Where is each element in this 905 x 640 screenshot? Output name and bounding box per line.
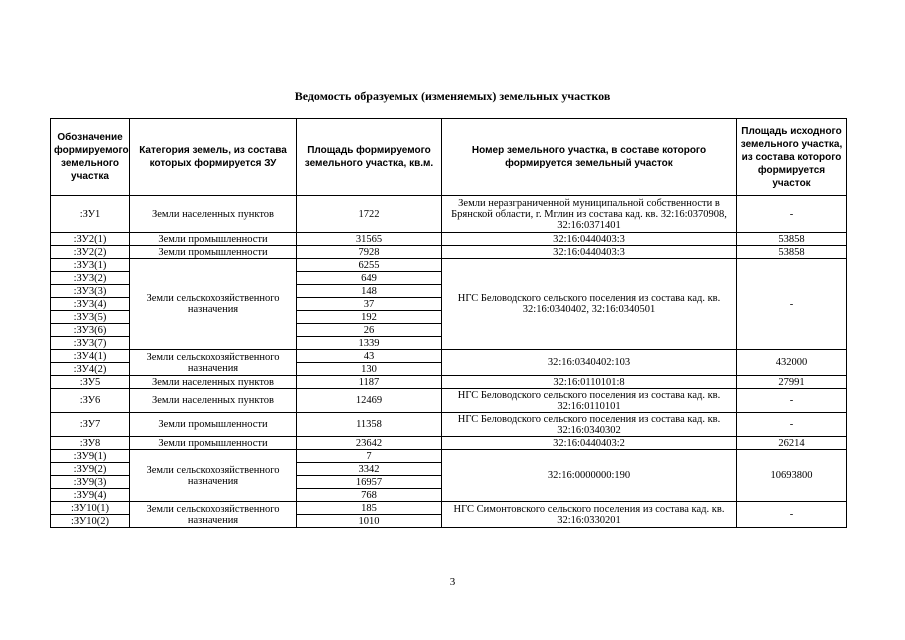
- cell-area: 3342: [297, 463, 442, 476]
- table-row: [51, 389, 847, 413]
- table-header-row: [51, 119, 847, 196]
- cell-category: Земли сельскохозяйственного назначения: [130, 502, 297, 528]
- cell-parent-plot: 32:16:0340402:103: [442, 350, 737, 376]
- table-row: [51, 502, 847, 515]
- cell-plot-id: :ЗУ3(1): [51, 259, 130, 272]
- cell-area: 26: [297, 324, 442, 337]
- cell-area: 185: [297, 502, 442, 515]
- cell-area: 192: [297, 311, 442, 324]
- cell-category: Земли сельскохозяйственного назначения: [130, 259, 297, 350]
- cell-parent-area: 53858: [737, 246, 847, 259]
- cell-category: Земли промышленности: [130, 437, 297, 450]
- cell-parent-area: -: [737, 413, 847, 437]
- cell-parent-area: -: [737, 502, 847, 528]
- header-parent-plot-number: Номер земельного участка, в составе которого формируется земельный участок: [442, 119, 737, 196]
- cell-plot-id: :ЗУ7: [51, 413, 130, 437]
- cell-plot-id: :ЗУ6: [51, 389, 130, 413]
- cell-parent-plot: НГС Симонтовского сельского поселения из состава кад. кв. 32:16:0330201: [442, 502, 737, 528]
- cell-category: Земли промышленности: [130, 233, 297, 246]
- table-row: [51, 376, 847, 389]
- cell-area: 7: [297, 450, 442, 463]
- cell-plot-id: :ЗУ2(1): [51, 233, 130, 246]
- table-row: [51, 246, 847, 259]
- cell-plot-id: :ЗУ4(2): [51, 363, 130, 376]
- header-plot-area: Площадь формируемого земельного участка, кв.м.: [297, 119, 442, 196]
- cell-area: 16957: [297, 476, 442, 489]
- header-land-category: Категория земель, из состава которых формируется ЗУ: [130, 119, 297, 196]
- header-parent-plot-area: Площадь исходного земельного участка, из состава которого формируется участок: [737, 119, 847, 196]
- cell-area: 148: [297, 285, 442, 298]
- cell-area: 11358: [297, 413, 442, 437]
- cell-category: Земли населенных пунктов: [130, 376, 297, 389]
- cell-parent-area: 27991: [737, 376, 847, 389]
- document-title: Ведомость образуемых (изменяемых) земельных участков: [294, 89, 611, 103]
- cell-parent-area: 432000: [737, 350, 847, 376]
- cell-parent-area: -: [737, 259, 847, 350]
- cell-parent-plot: 32:16:0000000:190: [442, 450, 737, 502]
- cell-plot-id: :ЗУ3(7): [51, 337, 130, 350]
- cell-plot-id: :ЗУ2(2): [51, 246, 130, 259]
- cell-category: Земли сельскохозяйственного назначения: [130, 350, 297, 376]
- cell-plot-id: :ЗУ8: [51, 437, 130, 450]
- table-row: [51, 450, 847, 463]
- cell-plot-id: :ЗУ9(1): [51, 450, 130, 463]
- header-plot-designation: Обозначение формируемого земельного участка: [51, 119, 130, 196]
- cell-category: Земли промышленности: [130, 413, 297, 437]
- cell-plot-id: :ЗУ3(4): [51, 298, 130, 311]
- table-row: [51, 350, 847, 363]
- cell-category: Земли населенных пунктов: [130, 389, 297, 413]
- cell-plot-id: :ЗУ1: [51, 196, 130, 233]
- table-row: [51, 196, 847, 233]
- cell-parent-plot: 32:16:0440403:3: [442, 246, 737, 259]
- cell-plot-id: :ЗУ10(2): [51, 515, 130, 528]
- cell-area: 31565: [297, 233, 442, 246]
- table-row: [51, 413, 847, 437]
- cell-area: 6255: [297, 259, 442, 272]
- cell-parent-plot: 32:16:0110101:8: [442, 376, 737, 389]
- land-plots-table: [50, 118, 847, 528]
- cell-plot-id: :ЗУ5: [51, 376, 130, 389]
- cell-area: 649: [297, 272, 442, 285]
- cell-plot-id: :ЗУ4(1): [51, 350, 130, 363]
- cell-plot-id: :ЗУ9(3): [51, 476, 130, 489]
- cell-parent-plot: НГС Беловодского сельского поселения из состава кад. кв. 32:16:0110101: [442, 389, 737, 413]
- cell-area: 768: [297, 489, 442, 502]
- cell-plot-id: :ЗУ3(3): [51, 285, 130, 298]
- cell-area: 1722: [297, 196, 442, 233]
- cell-category: Земли населенных пунктов: [130, 196, 297, 233]
- cell-plot-id: :ЗУ9(2): [51, 463, 130, 476]
- cell-area: 12469: [297, 389, 442, 413]
- cell-category: Земли сельскохозяйственного назначения: [130, 450, 297, 502]
- cell-parent-plot: НГС Беловодского сельского поселения из состава кад. кв. 32:16:0340302: [442, 413, 737, 437]
- cell-area: 130: [297, 363, 442, 376]
- cell-area: 7928: [297, 246, 442, 259]
- cell-area: 23642: [297, 437, 442, 450]
- cell-parent-plot: 32:16:0440403:2: [442, 437, 737, 450]
- cell-plot-id: :ЗУ3(5): [51, 311, 130, 324]
- cell-parent-area: -: [737, 196, 847, 233]
- cell-parent-area: 26214: [737, 437, 847, 450]
- cell-plot-id: :ЗУ10(1): [51, 502, 130, 515]
- cell-area: 1339: [297, 337, 442, 350]
- cell-plot-id: :ЗУ3(2): [51, 272, 130, 285]
- cell-parent-plot: 32:16:0440403:3: [442, 233, 737, 246]
- table-row: [51, 233, 847, 246]
- cell-plot-id: :ЗУ3(6): [51, 324, 130, 337]
- page-number: 3: [449, 576, 456, 588]
- cell-parent-area: 10693800: [737, 450, 847, 502]
- table-row: [51, 259, 847, 272]
- cell-area: 37: [297, 298, 442, 311]
- cell-area: 43: [297, 350, 442, 363]
- table-row: [51, 437, 847, 450]
- cell-parent-area: 53858: [737, 233, 847, 246]
- cell-plot-id: :ЗУ9(4): [51, 489, 130, 502]
- cell-parent-plot: НГС Беловодского сельского поселения из состава кад. кв. 32:16:0340402, 32:16:0340501: [442, 259, 737, 350]
- cell-area: 1187: [297, 376, 442, 389]
- cell-category: Земли промышленности: [130, 246, 297, 259]
- cell-area: 1010: [297, 515, 442, 528]
- cell-parent-area: -: [737, 389, 847, 413]
- cell-parent-plot: Земли неразграниченной муниципальной собственности в Брянской области, г. Мглин из состава кад. кв. 32:16:0370908, 32:16:0371401: [442, 196, 737, 233]
